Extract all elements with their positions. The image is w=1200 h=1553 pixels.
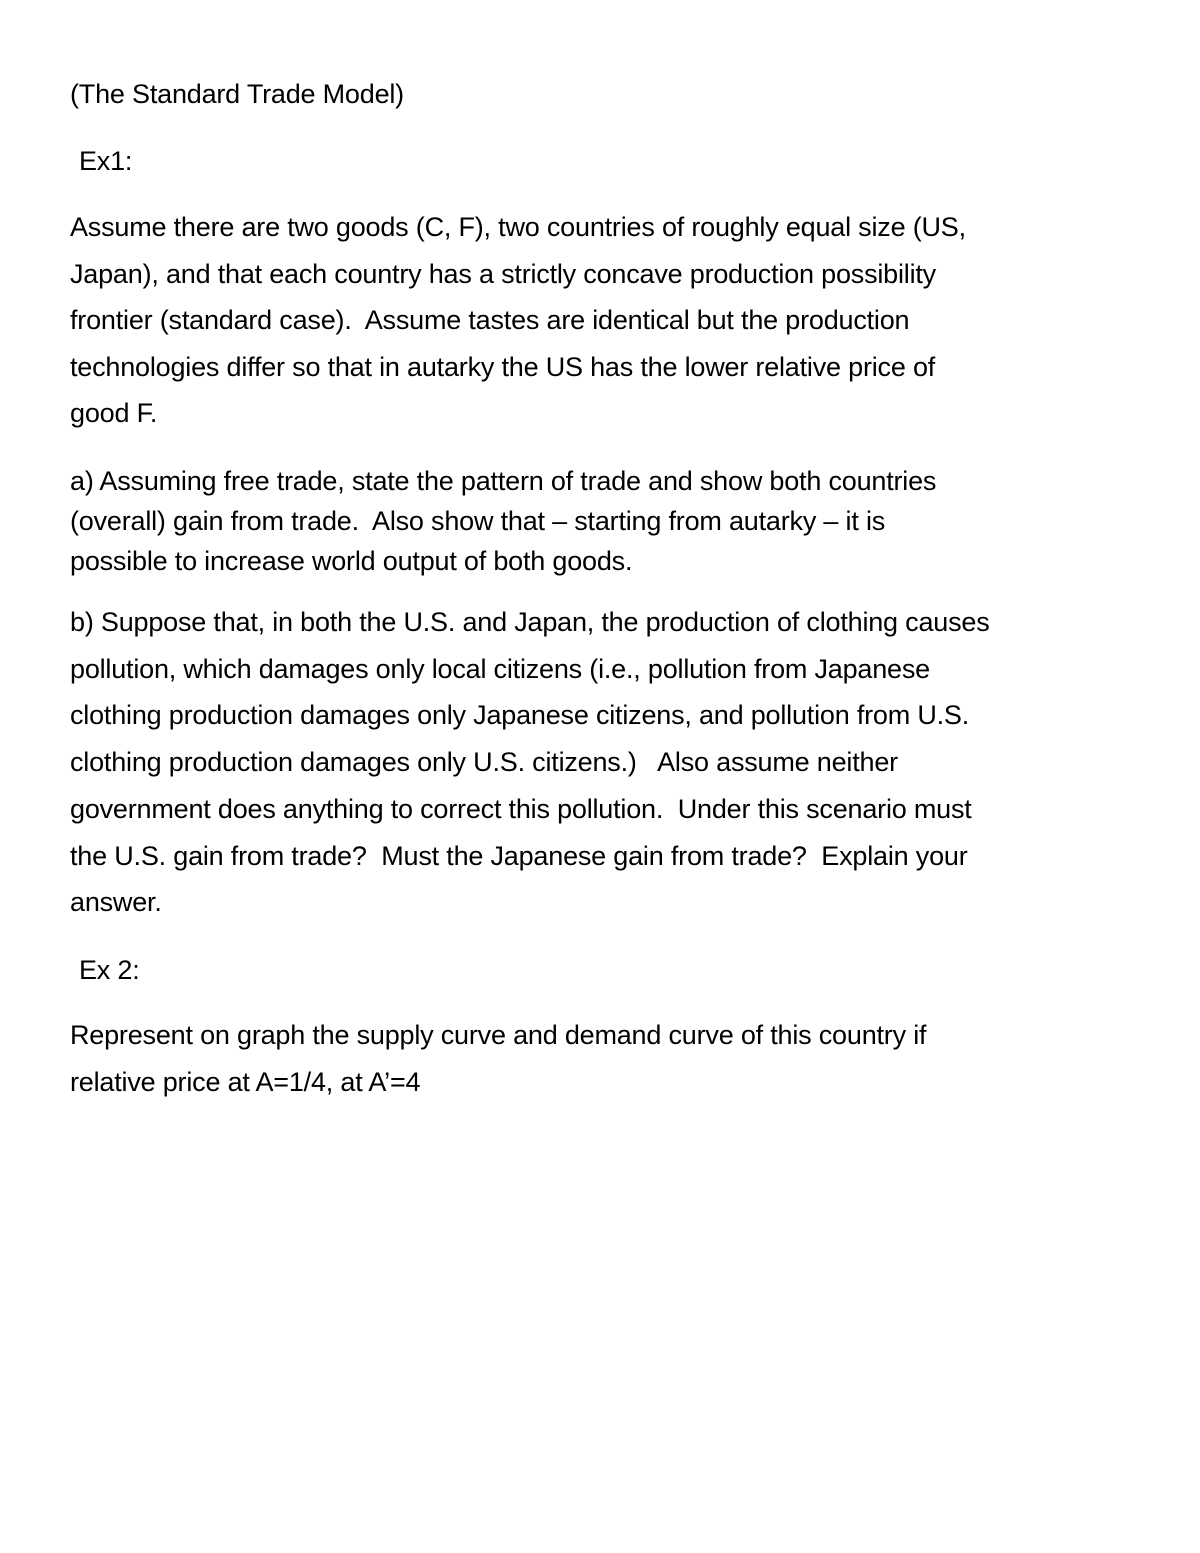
ex1-part-a-line-1: a) Assuming free trade, state the pattern of trade and show both countries bbox=[70, 466, 937, 496]
document-title: (The Standard Trade Model) bbox=[70, 79, 404, 109]
ex1-part-b-line-4: clothing production damages only U.S. citizens.) Also assume neither bbox=[70, 747, 898, 777]
ex1-part-b-line-5: government does anything to correct this pollution. Under this scenario must bbox=[70, 794, 972, 824]
ex1-part-b-line-6: the U.S. gain from trade? Must the Japanese gain from trade? Explain your bbox=[70, 841, 968, 871]
ex1-intro-line-5: good F. bbox=[70, 398, 158, 428]
ex1-part-a-line-3: possible to increase world output of both goods. bbox=[70, 546, 633, 576]
ex2-label: Ex 2: bbox=[79, 955, 140, 985]
ex2-line-1: Represent on graph the supply curve and demand curve of this country if bbox=[70, 1020, 927, 1050]
ex1-part-b-line-2: pollution, which damages only local citizens (i.e., pollution from Japanese bbox=[70, 654, 930, 684]
ex1-intro-line-3: frontier (standard case). Assume tastes are identical but the production bbox=[70, 305, 910, 335]
ex2-line-2: relative price at A=1/4, at A’=4 bbox=[70, 1067, 421, 1097]
ex1-part-b-line-1: b) Suppose that, in both the U.S. and Japan, the production of clothing causes bbox=[70, 607, 990, 637]
ex1-part-b-line-7: answer. bbox=[70, 887, 162, 917]
ex1-intro-line-2: Japan), and that each country has a strictly concave production possibility bbox=[70, 259, 936, 289]
ex1-intro-line-1: Assume there are two goods (C, F), two countries of roughly equal size (US, bbox=[70, 212, 966, 242]
ex1-intro-line-4: technologies differ so that in autarky the US has the lower relative price of bbox=[70, 352, 936, 382]
ex1-part-b-line-3: clothing production damages only Japanese citizens, and pollution from U.S. bbox=[70, 700, 970, 730]
ex1-label: Ex1: bbox=[79, 146, 133, 176]
ex1-part-a-line-2: (overall) gain from trade. Also show that – starting from autarky – it is bbox=[70, 506, 886, 536]
